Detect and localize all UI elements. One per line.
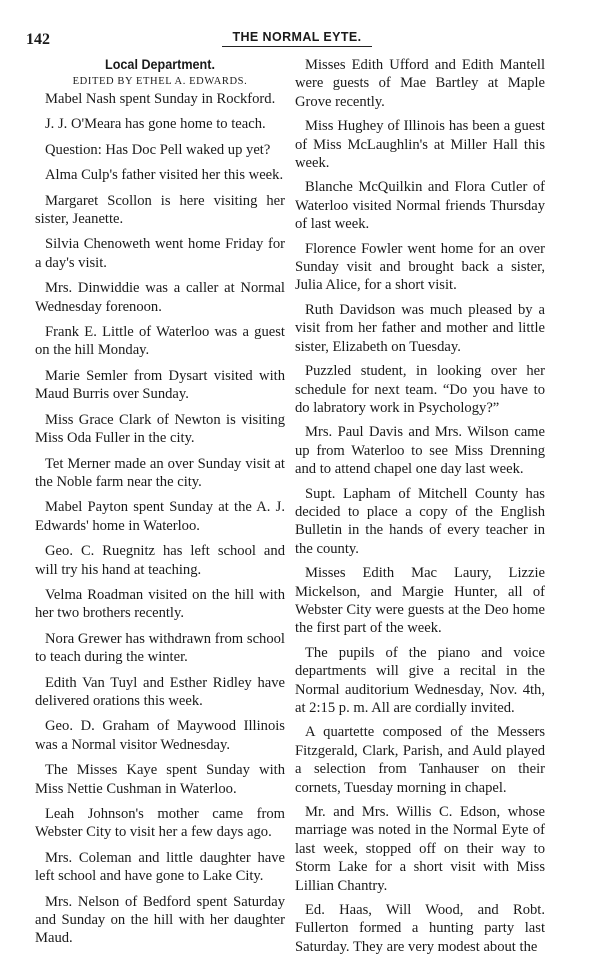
news-item: Alma Culp's father visited her this week. xyxy=(45,167,284,184)
news-item: Margaret Scollon is here visiting her sister, Jeanette. xyxy=(35,192,285,228)
news-item: The pupils of the piano and voice departments will give a recital in the Normal auditorium Wednesday, Nov. 4th, at 2:15 p. m. All are cordially invited. xyxy=(295,644,545,716)
news-item: Puzzled student, in looking over her schedule for next team. “Do you have to do labratory work in Psychology?” xyxy=(295,363,545,416)
news-item: Silvia Chenoweth went home Friday for a day's visit. xyxy=(35,236,285,271)
editor-byline: EDITED BY ETHEL A. EDWARDS. xyxy=(72,76,248,87)
right-column xyxy=(295,56,545,962)
news-item: Mabel Nash spent Sunday in Rockford. xyxy=(45,91,276,107)
section-title: Local Department. xyxy=(105,56,215,72)
news-item: Leah Johnson's mother came from Webster City to visit her a few days ago. xyxy=(35,806,285,841)
running-head: THE NORMAL EYTE. xyxy=(222,30,372,47)
news-item: Geo. D. Graham of Maywood Illinois was a Normal visitor Wednesday. xyxy=(35,718,285,753)
page-number: 142 xyxy=(26,31,50,48)
news-item: The Misses Kaye spent Sunday with Miss Nettie Cushman in Waterloo. xyxy=(35,762,285,797)
news-item: A quartette composed of the Messers Fitzgerald, Clark, Parish, and Auld played a selection from Tanhauser on their cornets, Tuesday morning in chapel. xyxy=(295,724,545,796)
news-item: Velma Roadman visited on the hill with her two brothers recently. xyxy=(35,586,285,622)
news-item: Nora Grewer has withdrawn from school to teach during the winter. xyxy=(35,630,285,666)
news-item: Edith Van Tuyl and Esther Ridley have delivered orations this week. xyxy=(35,674,285,709)
news-item: Mrs. Dinwiddie was a caller at Normal Wednesday forenoon. xyxy=(35,280,285,315)
news-item: Ruth Davidson was much pleased by a visit from her father and mother and little sister, Elizabeth on Tuesday. xyxy=(295,301,545,355)
news-item: Misses Edith Mac Laury, Lizzie Mickelson, and Margie Hunter, all of Webster City were guests at the Deo home the first part of the week. xyxy=(295,565,545,637)
news-item: Ed. Haas, Will Wood, and Robt. Fullerton formed a hunting party last Saturday. They are very modest about the xyxy=(295,902,545,955)
news-item: Miss Hughey of Illinois has been a guest of Miss McLaughlin's at Miller Hall this week. xyxy=(295,118,545,172)
news-item: Mr. and Mrs. Willis C. Edson, whose marriage was noted in the Normal Eyte of last week, stopped off on their way to Storm Lake for a short visit with Miss Lillian Chantry. xyxy=(295,804,545,894)
news-item: Mrs. Paul Davis and Mrs. Wilson came up from Waterloo to see Miss Drenning and to attend chapel one day last week. xyxy=(295,424,545,478)
news-item: Supt. Lapham of Mitchell County has decided to place a copy of the English Bulletin in the hands of every teacher in the county. xyxy=(295,485,545,557)
news-item: Florence Fowler went home for an over Sunday visit and brought back a sister, Julia Alice, for a short visit. xyxy=(295,240,545,294)
news-item: Blanche McQuilkin and Flora Cutler of Waterloo visited Normal friends Thursday of last week. xyxy=(295,179,545,233)
news-item: Question: Has Doc Pell waked up yet? xyxy=(45,141,271,158)
news-item: Tet Merner made an over Sunday visit at the Noble farm near the city. xyxy=(35,455,285,490)
news-item: Geo. C. Ruegnitz has left school and will try his hand at teaching. xyxy=(35,543,285,578)
news-item: Mabel Payton spent Sunday at the A. J. Edwards' home in Waterloo. xyxy=(35,499,285,534)
news-item: Mrs. Coleman and little daughter have left school and have gone to Lake City. xyxy=(35,849,285,885)
news-item: Marie Semler from Dysart visited with Maud Burris over Sunday. xyxy=(35,367,285,403)
news-item: J. J. O'Meara has gone home to teach. xyxy=(45,116,266,133)
left-column xyxy=(35,56,285,955)
news-item: Miss Grace Clark of Newton is visiting Miss Oda Fuller in the city. xyxy=(35,411,285,447)
news-item: Misses Edith Ufford and Edith Mantell were guests of Mae Bartley at Maple Grove recently. xyxy=(295,57,545,110)
news-item: Mrs. Nelson of Bedford spent Saturday and Sunday on the hill with her daughter Maud. xyxy=(35,893,285,947)
news-item: Frank E. Little of Waterloo was a guest on the hill Monday. xyxy=(35,324,285,359)
